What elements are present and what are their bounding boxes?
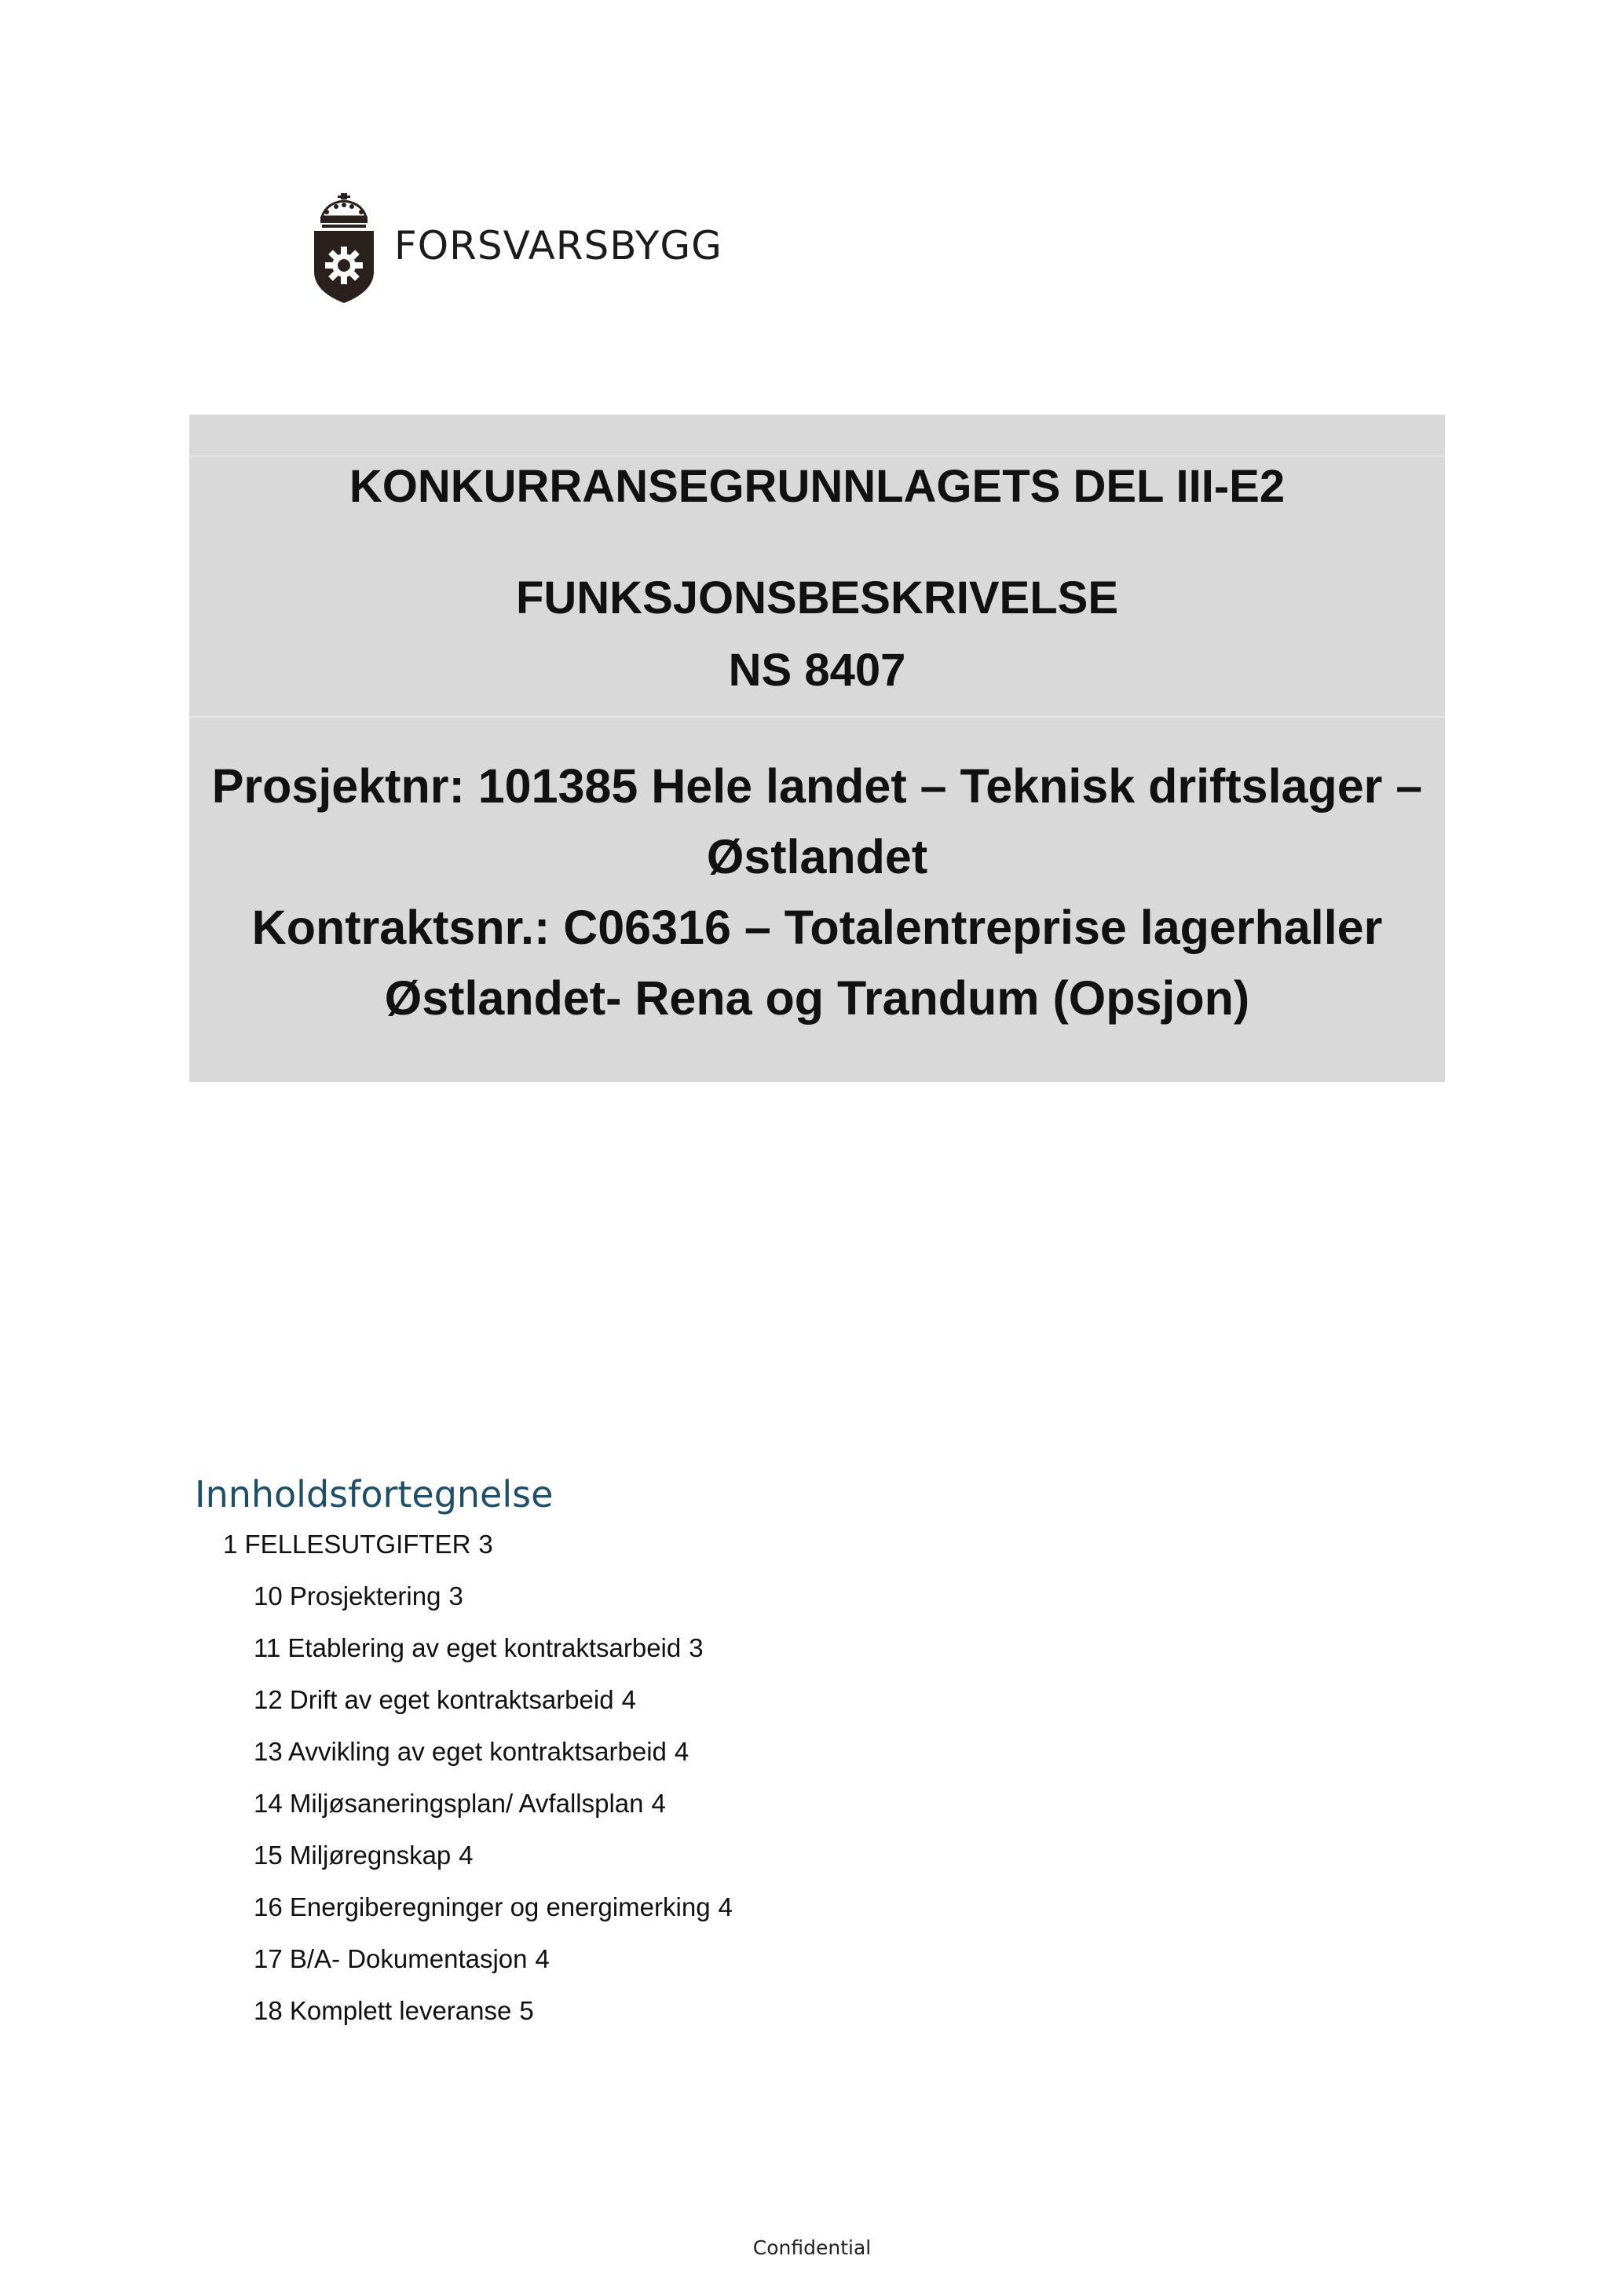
project-number-line-cont: Østlandet: [706, 830, 928, 883]
toc-entry-page[interactable]: 4: [621, 1685, 636, 1714]
title-block-divider: [189, 455, 1445, 457]
toc-entry-page[interactable]: 4: [459, 1841, 474, 1870]
contract-number-line-cont: Østlandet- Rena og Trandum (Opsjon): [384, 971, 1250, 1025]
toc-entry-label[interactable]: 14 Miljøsaneringsplan/ Avfallsplan: [254, 1789, 644, 1818]
toc-entry-label[interactable]: 10 Prosjektering: [254, 1581, 441, 1610]
toc-entry-label[interactable]: 12 Drift av eget kontraktsarbeid: [254, 1685, 614, 1714]
toc-entry-page[interactable]: 3: [448, 1581, 463, 1610]
toc-heading: Innholdsfortegnelse: [195, 1473, 554, 1515]
logo-wordmark: FORSVARSBYGG: [394, 223, 722, 269]
toc-entry-page[interactable]: 3: [478, 1530, 493, 1559]
toc-entry-label[interactable]: 16 Energiberegninger og energimerking: [254, 1892, 711, 1921]
toc-entry-label[interactable]: 15 Miljøregnskap: [254, 1841, 452, 1870]
toc-entry-page[interactable]: 4: [718, 1892, 733, 1921]
title-block: [189, 415, 1445, 1082]
toc-entry-page[interactable]: 3: [689, 1633, 704, 1662]
footer-confidential-label: Confidential: [752, 2236, 872, 2259]
toc-entry-label[interactable]: 1 FELLESUTGIFTER: [223, 1530, 471, 1559]
title-block-divider: [189, 716, 1445, 718]
standard-title: NS 8407: [728, 645, 906, 696]
document-type-title: FUNKSJONSBESKRIVELSE: [515, 572, 1119, 623]
coat-of-arms-shield-icon: [311, 193, 377, 303]
toc-entry-page[interactable]: 4: [674, 1737, 689, 1766]
toc-entry-label[interactable]: 13 Avvikling av eget kontraktsarbeid: [254, 1737, 667, 1766]
document-part-title: KONKURRANSEGRUNNLAGETS DEL III-E2: [349, 461, 1286, 512]
toc-entry-page[interactable]: 4: [651, 1789, 666, 1818]
forsvarsbygg-logo: [311, 193, 751, 303]
contract-number-line: Kontraktsnr.: C06316 – Totalentreprise lagerhaller: [251, 901, 1383, 954]
toc-entry-page[interactable]: 4: [535, 1944, 550, 1973]
toc-entry-page[interactable]: 5: [519, 1996, 534, 2025]
toc-entry-label[interactable]: 18 Komplett leveranse: [254, 1996, 512, 2025]
project-number-line: Prosjektnr: 101385 Hele landet – Teknisk driftslager –: [211, 759, 1423, 813]
toc-entry-label[interactable]: 17 B/A- Dokumentasjon: [254, 1944, 528, 1973]
toc-entry-label[interactable]: 11 Etablering av eget kontraktsarbeid: [254, 1633, 682, 1662]
